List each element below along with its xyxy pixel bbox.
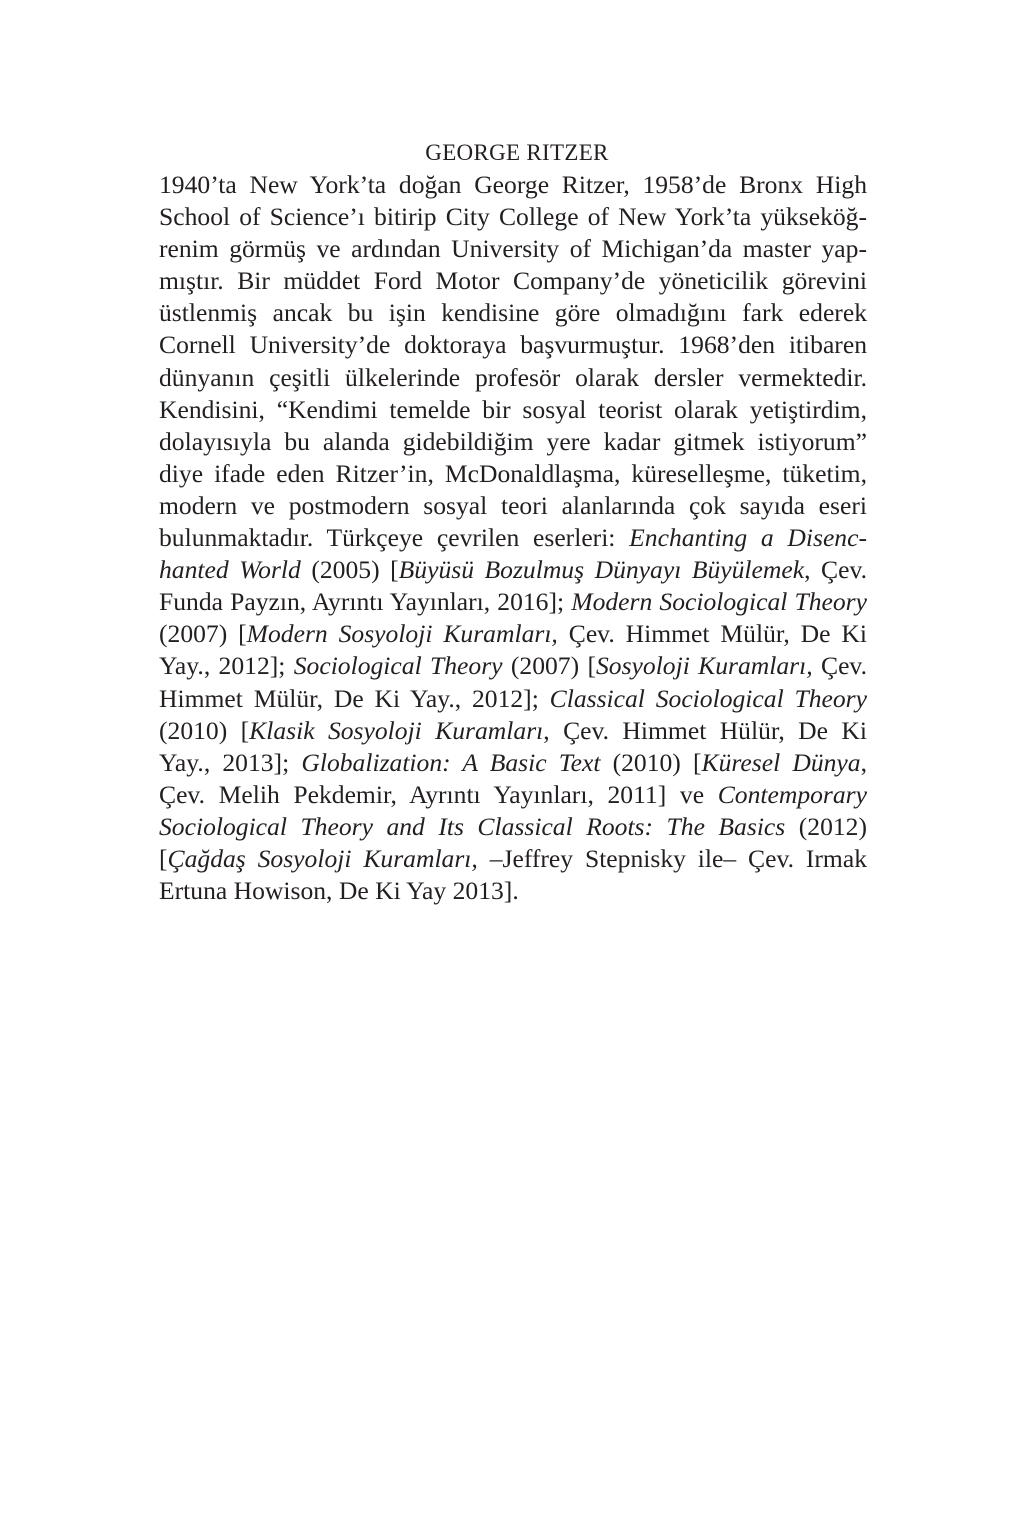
bio-text: –Jeffrey Stepnisky ile– Çev. Irmak Ertuna Howison, De Ki Yay 2013].: [159, 843, 867, 906]
bio-text: , Çev. Himmet Hülür, De Ki Yay., 2013];: [159, 715, 867, 777]
book-title-original: Contemporary Sociological Theory and Its Classical Roots: The Basics: [159, 779, 867, 841]
bio-text: 1940’ta New York’ta doğan George Ritzer, 1958’de Bronx High School of Science’ı bitirip City College of New York’ta yükseköğrenim görmüş ve ardından University of Michigan’da master yapmıştır. Bir müddet Ford Motor Company’de yöneticilik görevini üstlenmiş ancak bu işin kendisine göre olmadığını fark ederek Cornell University’de doktoraya başvurmuştur. 1968’den itibaren dünyanın çeşitli ülkelerinde profesör olarak dersler vermektedir. Kendisini, “Kendimi temelde bir sosyal teorist olarak yetiştirdim, dolayısıyla bu alanda gidebildiğim yere kadar gitmek istiyorum” diye ifade eden Ritzer’in, McDonaldlaşma, küreselleşme, tüketim, modern ve postmodern sosyal teori alanlarında çok sayıda eseri bulunmaktadır. Türkçeye çevrilen eserleri:: [159, 170, 867, 553]
book-title-original: Sociological Theory: [293, 651, 503, 681]
bio-text: (2007) [: [502, 651, 596, 681]
book-title-translation: Modern Sosyoloji Kuramları,: [246, 619, 558, 649]
bio-text: (2007) [: [159, 619, 247, 649]
bio-text: (2005) [: [300, 555, 399, 585]
bio-text: (2012) [: [159, 811, 867, 873]
book-title-original: Enchanting a Disenchanted World: [159, 523, 867, 585]
book-title-original: Globalization: A Basic Text: [301, 747, 601, 777]
author-name-heading: GEORGE RITZER: [425, 140, 609, 165]
bio-text: (2010) [: [159, 715, 250, 745]
book-title-translation: Küresel Dünya: [701, 747, 861, 777]
book-title-translation: Klasik Sosyoloji Kuramları: [249, 715, 544, 745]
book-title-translation: Büyüsü Bozulmuş Dünyayı Büyülemek: [398, 555, 805, 585]
bio-text: Çev. Himmet Mülür, De Ki Yay., 2012];: [159, 651, 867, 713]
book-title-translation: Çağdaş Sosyoloji Kuramları,: [167, 843, 478, 873]
book-title-original: Modern Sociological Theory: [571, 587, 868, 617]
book-title-translation: Sosyoloji Kuramları,: [595, 651, 813, 681]
book-title-original: Classical Sociological Theory: [549, 683, 867, 713]
bio-text: , Çev. Funda Payzın, Ayrıntı Yayınları, 2016];: [159, 555, 867, 617]
author-bio-section: [159, 137, 867, 907]
bio-text: (2010) [: [600, 747, 702, 777]
author-biography-paragraph: [159, 169, 867, 907]
bio-text: , Çev. Melih Pekdemir, Ayrıntı Yayınları, 2011] ve: [159, 747, 867, 809]
bio-text: Çev. Himmet Mülür, De Ki Yay., 2012];: [159, 619, 868, 681]
